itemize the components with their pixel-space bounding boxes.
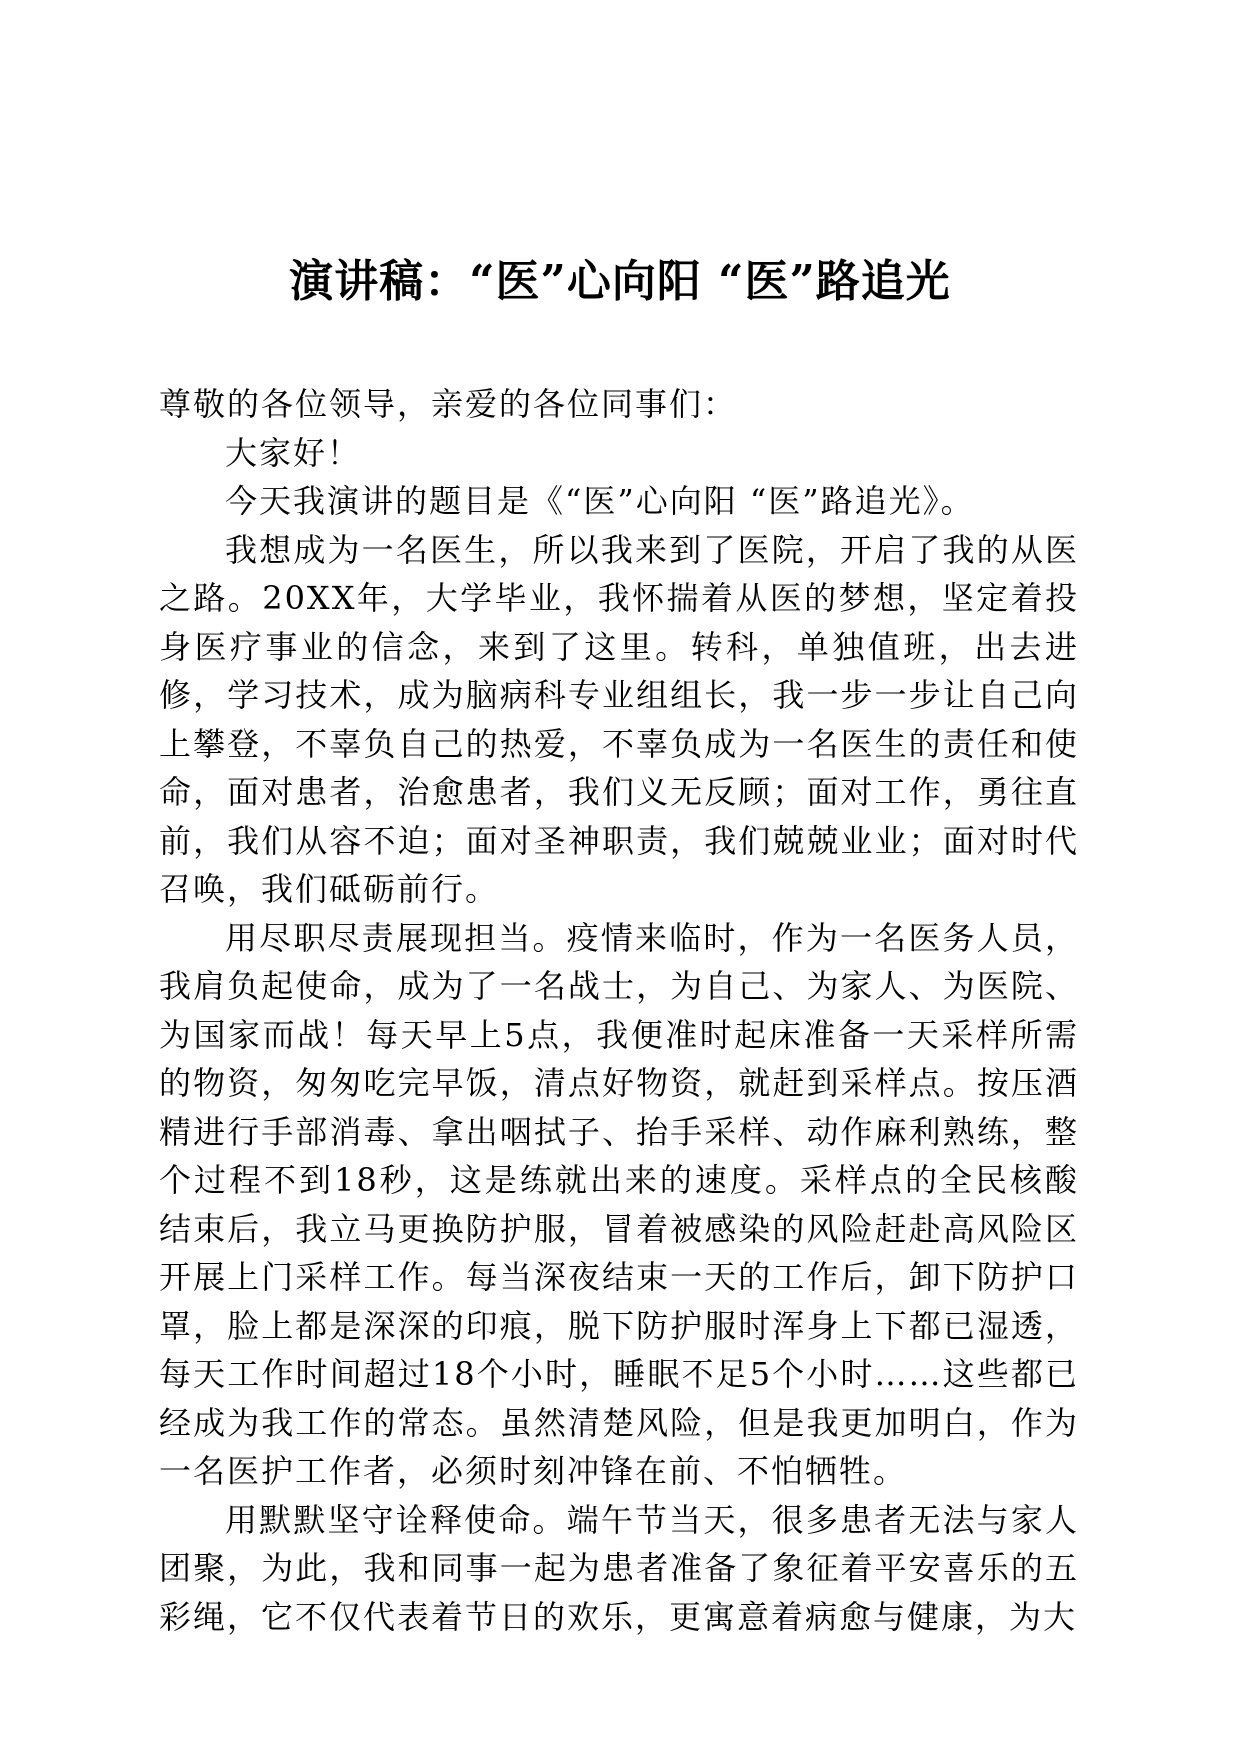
paragraph-epidemic-duty: 用尽职尽责展现担当。疫情来临时，作为一名医务人员，我肩负起使命，成为了一名战士，为自己、为家人、为医院、为国家而战！每天早上5点，我便准时起床准备一天采样所需的物资，匆匆吃完早饭，清点好物资，就赶到采样点。按压酒精进行手部消毒、拿出咽拭子、抬手采样、动作麻利熟练，整个过程不到18秒，这是练就出来的速度。采样点的全民核酸结束后，我立马更换防护服，冒着被感染的风险赶赴高风险区开展上门采样工作。每当深夜结束一天的工作后，卸下防护口罩，脸上都是深深的印痕，脱下防护服时浑身上下都已湿透，每天工作时间超过18个小时，睡眠不足5个小时……这些都已经成为我工作的常态。虽然清楚风险，但是我更加明白，作为一名医护工作者，必须时刻冲锋在前、不怕牺牲。: [159, 918, 1079, 1490]
paragraph-greeting: 大家好！: [225, 433, 362, 472]
document-body: [159, 380, 1079, 1641]
paragraph-dragon-boat-festival: 用默默坚守诠释使命。端午节当天，很多患者无法与家人团聚，为此，我和同事一起为患者准备了象征着平安喜乐的五彩绳，它不仅代表着节日的欢乐，更寓意着病愈与健康，为大: [159, 1500, 1079, 1636]
paragraph-career: 我想成为一名医生，所以我来到了医院，开启了我的从医之路。20XX年，大学毕业，我怀揣着从医的梦想，坚定着投身医疗事业的信念，来到了这里。转科，单独值班，出去进修，学习技术，成为脑病科专业组组长，我一步一步让自己向上攀登，不辜负自己的热爱，不辜负成为一名医生的责任和使命，面对患者，治愈患者，我们义无反顾；面对工作，勇往直前，我们从容不迫；面对圣神职责，我们兢兢业业；面对时代召唤，我们砥砺前行。: [159, 530, 1079, 908]
document-title: 演讲稿：“医”心向阳 “医”路追光: [289, 256, 951, 307]
salutation: 尊敬的各位领导，亲爱的各位同事们：: [159, 385, 738, 423]
paragraph-topic: 今天我演讲的题目是《“医”心向阳 “医”路追光》。: [225, 482, 975, 520]
